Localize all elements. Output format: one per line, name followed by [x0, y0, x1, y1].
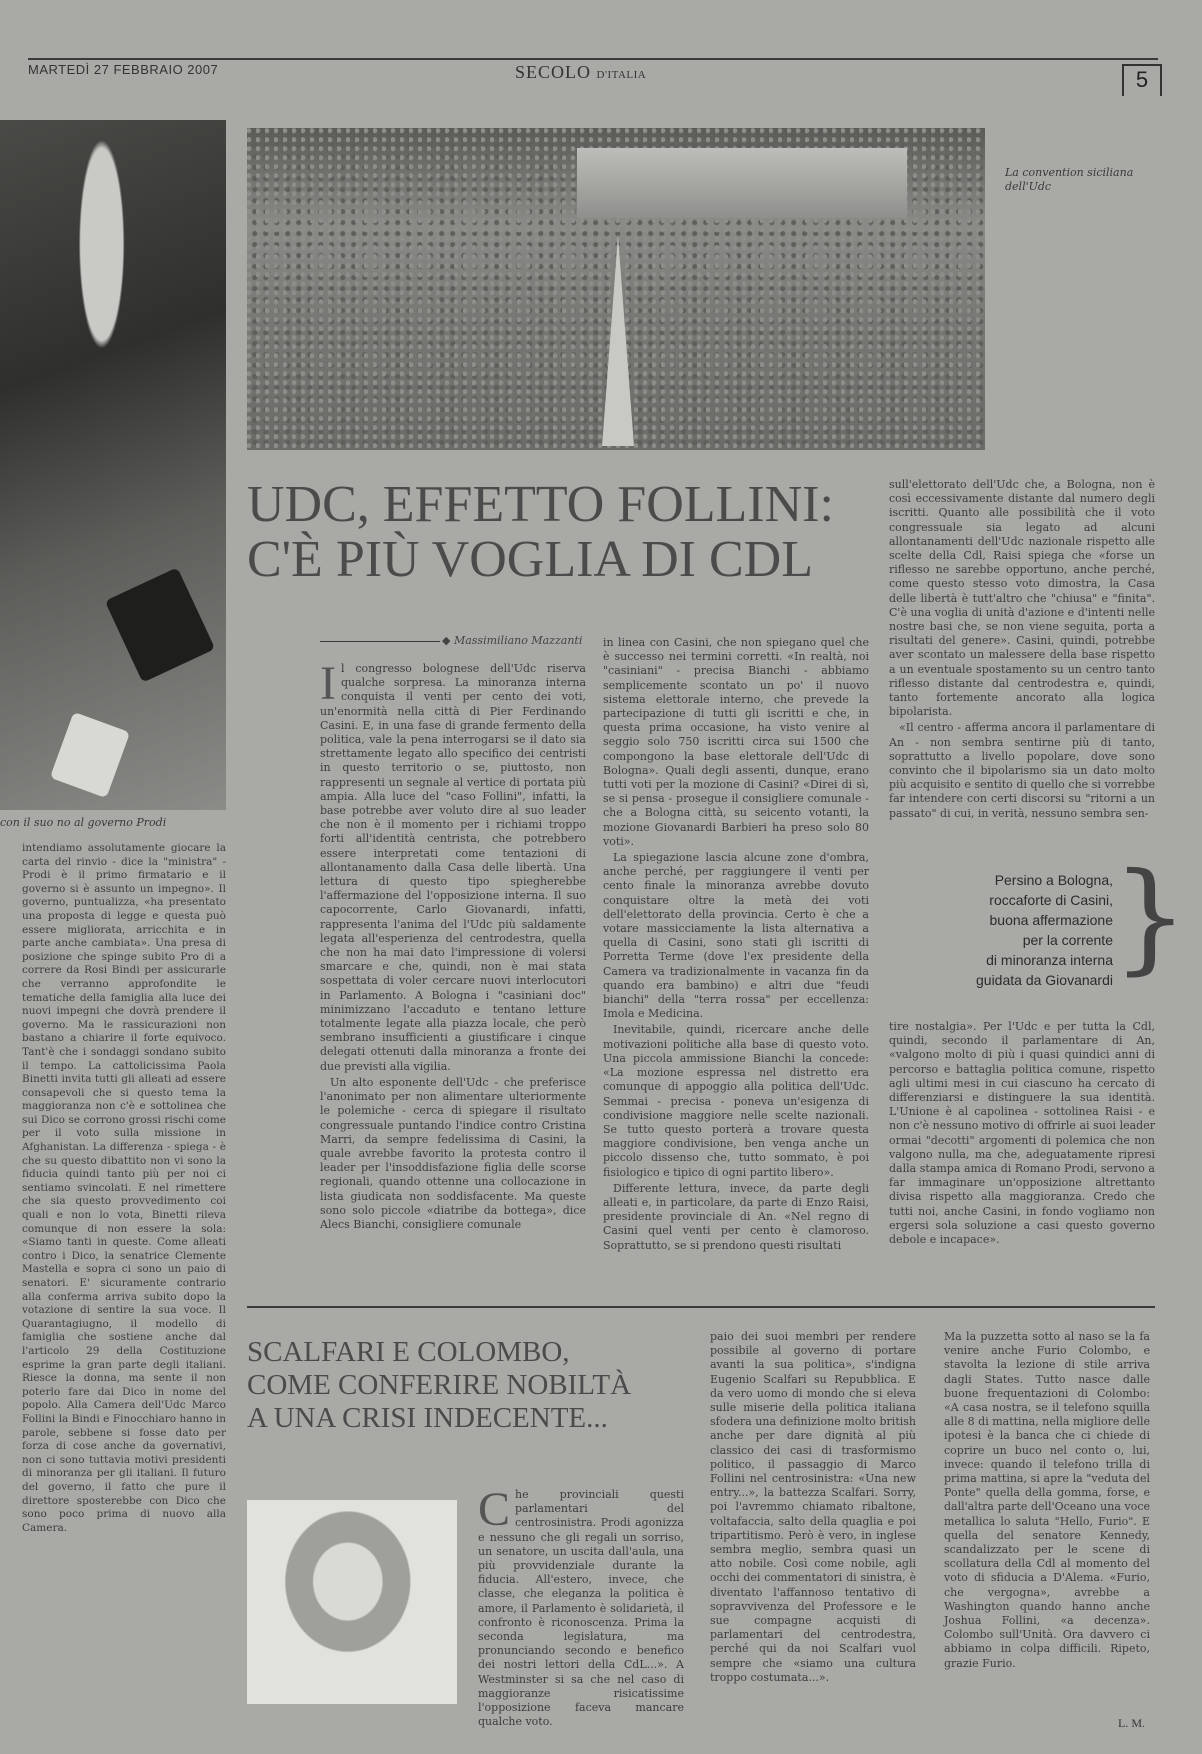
main-article-col3-lower — [889, 1020, 1155, 1282]
section-divider — [247, 1306, 1155, 1308]
main-headline — [247, 478, 887, 587]
byline-rule — [320, 641, 440, 642]
left-photo-caption: con il suo no al governo Prodi — [0, 816, 167, 829]
byline: ◆ Massimiliano Mazzanti — [442, 634, 583, 647]
pull-quote-line: per la corrente — [1022, 932, 1113, 948]
byline-author: Massimiliano Mazzanti — [453, 634, 583, 647]
bottom-article-col2 — [710, 1330, 916, 1710]
left-column-text — [22, 842, 226, 1722]
pull-quote-line: roccaforte di Casini, — [989, 892, 1113, 908]
masthead-title: SECOLO — [515, 62, 592, 82]
paragraph: in linea con Casini, che non spiegano quel che è successo nei termini corretti. «In realtà, noi "casiniani" - precisa Bianchi - abbiamo semplicemente scontato un po' il nuovo sistema elettorale interno, che prevede la partecipazione di tutti gli iscritti e che, in questa prima occasione, ha visto venire al seggio solo 750 iscritti circa sui 1500 che compongono la base elettorale dell'Udc di Bologna». Quali degli assenti, dunque, erano tutti voti per la mozione di Casini? «Direi di sì, se si pensa - prosegue il consigliere comunale - che a Bologna città, su seicento votanti, la mozione Giovanardi Barbieri ha preso solo 80 voti». — [603, 636, 869, 848]
pull-quote — [930, 870, 1113, 990]
pull-quote-line: di minoranza interna — [986, 952, 1113, 968]
paragraph: La spiegazione lascia alcune zone d'ombra, anche perché, per raggiungere il venti per cento finale la minoranza avrebbe dovuto conquistare oltre la metà dei voti dell'elettorato della provincia. Certo è che a votare massicciamente la lista alternativa a quella di Casini, sono stati gli iscritti di Porretta Terme (dove l'ex presidente della Camera va tradizionalmente in vacanza fin da quando era bambino) e altri due "feudi bianchi" della "terra rossa" per eccellenza: Imola e Medicina. — [603, 851, 869, 1021]
bottom-headline-line2: COME CONFERIRE NOBILTÀ — [247, 1369, 632, 1401]
masthead-suffix: D'ITALIA — [596, 69, 647, 81]
issue-date: MARTEDÌ 27 FEBBRAIO 2007 — [28, 62, 219, 77]
portrait-photo — [247, 1500, 457, 1704]
microphone-icon — [105, 567, 216, 682]
paragraph: Un alto esponente dell'Udc - che preferisce l'anonimato per non alimentare ulteriormente le polemiche - cerca di spiegare il risultato congressuale puntando l'indice contro Cristina Marri, da sempre fedelissima di Casini, la quale avrebbe favorito la protesta contro il leader per l'insoddisfazione figlia delle scorse regionali, quando ottenne una collocazione in lista giudicata non soddisfacente. Ma queste sono solo piccole «diatribe da bottega», dice Alecs Bianchi, consigliere comunale — [320, 1075, 586, 1231]
paragraph: paio dei suoi membri per rendere possibile al governo di portare avanti la sua politica», s'indigna Eugenio Scalfari su Repubblica. E da vero uomo di mondo che si eleva sulle miserie della politica italiana sfodera una definizione molto british anche per dare dignità al più classico dei casi di trasformismo politico, il passaggio di Marco Follini nel centrosinistra: «Una new entry...», la battezza Scalfari. Sorry, poi l'avremmo chiamato ribaltone, voltafaccia, salto della quaglia e poi tripartitismo. Però è vero, in inglese sembra meglio, sembra quasi un atto nobile. Così come nobile, agli occhi dei commentatori di sinistra, è diventato l'affannoso tentativo di sopravvivenza del Professore e le sue compagne acquisti di parlamentari del centrodestra, perché qui da noi Scalfari vuol sempre che «siamo una cultura troppo costumata...». — [710, 1330, 916, 1684]
paragraph: Differente lettura, invece, da parte degli alleati e, in particolare, da parte di Enzo Raisi, presidente provinciale di An. «Nel regno di Casini quel venti per cento è clamoroso. Soprattutto, se si prendono questi risultati — [603, 1181, 869, 1252]
main-article-col3 — [889, 478, 1155, 832]
dropcap: I — [320, 657, 336, 710]
paragraph: intendiamo assolutamente giocare la carta del rinvio - dice la "ministra" - Prodi è il primo firmatario e il governo si è assunto un impegno». Il governo, puntualizza, «ha presentato una proposta di legge e questa può essere migliorata, arricchita e in parte anche cambiata». Una presa di posizione che spinge subito Pro di a correre da Rosi Bindi per assicurarle che verranno approfondite le tematiche della famiglia alla luce dei nuovi impegni che dovrà prendere il governo. Ma le rassicurazioni non bastano a chiarire il forte equivoco. Tant'è che i sondaggi sondano subito il tempo. La cattolicissima Paola Binetti invita tutti gli alleati ad essere consapevoli che si questo tema la maggioranza non c'è e sottolinea che sui Dico se corrono grossi rischi come per il voto sulla missione in Afghanistan. La differenza - spiega - è che su questo dibattito non vi sono la fiducia quindi tanto più per noi ci sentiamo svincolati. E nel rimettere che sia questo provvedimento coi quali e non lo vota, Binetti rileva comunque di non essere la sola: «Siamo tanti in queste. Come alleati contro i Dico, la senatrice Clemente Mastella e sopra ci sono un paio di senatori. E' sicuramente contrario alla conferma arriva subito dopo la votazione di sentire la sua voce. Il Quarantagiugno, il modello di famiglia che sostiene anche dal l'articolo 29 della Costituzione esprime la gran parte degli italiani. Riesce la donna, ma sente il non poterlo fare dai Dico in nome del popolo. Alla Camera dell'Udc Marco Follini la Bindi e Finocchiaro hanno in parole, sebbene si fosse dato per forza di cose anche da governativi, non ci sono tuttavia motivi presidenti di minoranza per gli italiani. Il futuro del governo, il fatto che pure il direttore sposterebbe con Dico che sono poco prima di nuovo alla Camera. — [22, 842, 226, 1534]
paragraph: tire nostalgia». Per l'Udc e per tutta la Cdl, quindi, secondo il parlamentare di An, «valgono molto di più i quasi quindici anni di percorso e battaglia politica comune, rispetto agli ultimi mesi in cui ciascuno ha cercato di differenziarsi e distinguere la sua identità. L'Unione è al capolinea - sottolinea Raisi - e non c'è nessuno motivo di offrirle ai suoi leader ormai "decotti" argomenti di polemica che non valgono nulla, ma che, adeguatamente ripresi dalla stampa amica di Romano Prodi, servono a far immaginare un'opposizione altrettanto divisa rispetto alla maggioranza. Credo che tutti noi, anche Casini, in fondo vogliamo non ergersi sola soluzione a casi questo governo debole e incapace». — [889, 1020, 1155, 1247]
paragraph: sull'elettorato dell'Udc che, a Bologna, non è così eccessivamente distante dal numero degli iscritti. Quanto alle possibilità che il voto congressuale sia legato ad alcuni allontanamenti dell'Udc nazionale rispetto alle scelte della Cdl, Raisi spiega che «forse un riflesso ne sarebbe opportuno, anche perché, come questo stesso voto dimostra, la Casa delle libertà è tutt'altro che "chiusa" e "finita". C'è una voglia di unità d'azione e d'intenti nelle nostre basi che, se non viene seguita, porta a risultati del genere». Casini, quindi, potrebbe aver scontato un malessere della base rispetto a un eventuale spostamento su un centro tanto riflesso distante dal centrodestra e, quindi, tanto fortemente ancorato alla logica bipolarista. — [889, 478, 1155, 719]
main-headline-line2: C'È PIÙ VOGLIA DI CDL — [247, 530, 813, 588]
aisle — [602, 236, 634, 446]
dropcap: C — [478, 1483, 511, 1536]
pull-quote-line: Persino a Bologna, — [994, 872, 1113, 888]
bottom-article-col1 — [478, 1483, 684, 1729]
page-number: 5 — [1122, 64, 1162, 96]
bottom-headline-line1: SCALFARI E COLOMBO, — [247, 1336, 570, 1368]
signature: L. M. — [1118, 1716, 1145, 1730]
header-rule — [28, 58, 1158, 60]
brace-icon: } — [1112, 848, 1189, 987]
microphone-icon — [50, 712, 130, 798]
main-article-col1 — [320, 657, 586, 1282]
convention-photo — [247, 128, 985, 450]
masthead — [515, 62, 646, 83]
main-headline-line1: UDC, EFFETTO FOLLINI: — [247, 476, 834, 533]
paragraph: Ma la puzzetta sotto al naso se la fa venire anche Furio Colombo, e stavolta la lezione di stile arriva dagli States. Tutto nasce dalle buone frequentazioni di Colombo: «A casa nostra, se il telefono squilla alle 8 di mattina, nella migliore delle ipotesi è la banca che ci chiede di coprire un buco nel conto o, lui, invece: quando il telefono trilla di prima mattina, si apre la "veduta del Ponte" quella della gomma, forse, e dall'altra parte dell'Oceano una voce metallica lo saluta "Hello, Furio". E quella del senatore Kennedy, scandalizzato per le scene di scollatura della Cdl al momento del voto di sfiducia a D'Alema. «Furio, che vergogna», avrebbe a Washington quando hanno anche Joshua Follini, «a decenza». Colombo sull'Unità. Ora davvero ci abbiamo in colpa difficili. Ripeto, grazie Furio. — [944, 1330, 1150, 1670]
paragraph: Inevitabile, quindi, ricercare anche delle motivazioni politiche alla base di questo voto. Una piccola ammissione Bianchi la concede: «La mozione espressa nel distretto era comunque di appoggio alla politica dell'Udc. Semmai - precisa - poneva un'esigenza di condivisione maggiore nelle scelte nazionali. Se tutto questo porterà a trovare questa maggiore condivisione, ben venga anche un piccolo dissenso che, tutto sommato, è poi fisiologico e tipico di ogni partito libero». — [603, 1023, 869, 1179]
pull-quote-line: guidata da Giovanardi — [976, 972, 1113, 988]
paragraph: he provinciali questi parlamentari del centrosinistra. Prodi agonizza e nessuno che gli regali un sorriso, un senatore, un uscita dall'aula, una più provvidenziale durante la fiducia. All'estero, invece, che classe, che eleganza la politica è amore, il Parlamento è solidarietà, il confronto è riconoscenza. Prima la seconda legislatura, ma pronunciando secondo e benefico dei nostri lettori della CdL...». A Westminster si sa che nel caso di maggioranze risicatissime l'opposizione faceva mancare qualche voto. — [478, 1488, 684, 1729]
paragraph: «Il centro - afferma ancora il parlamentare di An - non sembra sentirne più di tanto, soprattutto a livello popolare, dove sono convinto che il bipolarismo sia un dato molto più acquisito e sentito di quello che si vorrebbe far intendere con certi discorsi su "ritorni a un passato" di cui, in verità, nessuno sembra sen- — [889, 721, 1155, 820]
convention-photo-caption: La convention siciliana dell'Udc — [1005, 166, 1134, 193]
stage — [577, 148, 907, 218]
paragraph: l congresso bolognese dell'Udc riserva qualche sorpresa. La minoranza interna conquista il venti per cento dei voti, un'enormità nella città di Pier Ferdinando Casini. E, in una fase di grande fermento della politica, vale la pena interrogarsi se il dato sia strettamente legato allo specifico dei centristi in questo territorio o se, piuttosto, non rappresenti un segnale al vertice di portata più ampia. Alla luce del "caso Follini", infatti, la base potrebbe aver voluto dire al suo leader che non è il momento per i richiami troppo forti all'identità centrista, che potrebbero essere interpretati come tentazioni di allontanamento dalla Casa delle libertà. Una lettura di questo tipo spiegherebbe l'affermazione del l'opposizione interna. Il suo capocorrente, Carlo Giovanardi, infatti, rappresenta l'anima del l'Udc più saldamente legata all'esperienza del centrodestra, quella che non ha mai dato l'impressione di volersi smarcare e che, quindi, non è mai stata sospettata di voler cercare nuovi interlocutori in Parlamento. A Bologna i "casiniani doc" minimizzano l'accaduto e tentano letture totalmente legate alla piazza locale, che però sembrano insufficienti a giustificare i cinque delegati ottenuti dalla minoranza a fronte dei due previsti alla vigilia. — [320, 662, 586, 1073]
bottom-article-col3 — [944, 1330, 1150, 1714]
pull-quote-line: buona affermazione — [989, 912, 1113, 928]
bottom-headline-line3: A UNA CRISI INDECENTE... — [247, 1402, 608, 1434]
bottom-headline — [247, 1336, 687, 1435]
main-article-col2 — [603, 636, 869, 1282]
left-photo — [0, 120, 226, 810]
